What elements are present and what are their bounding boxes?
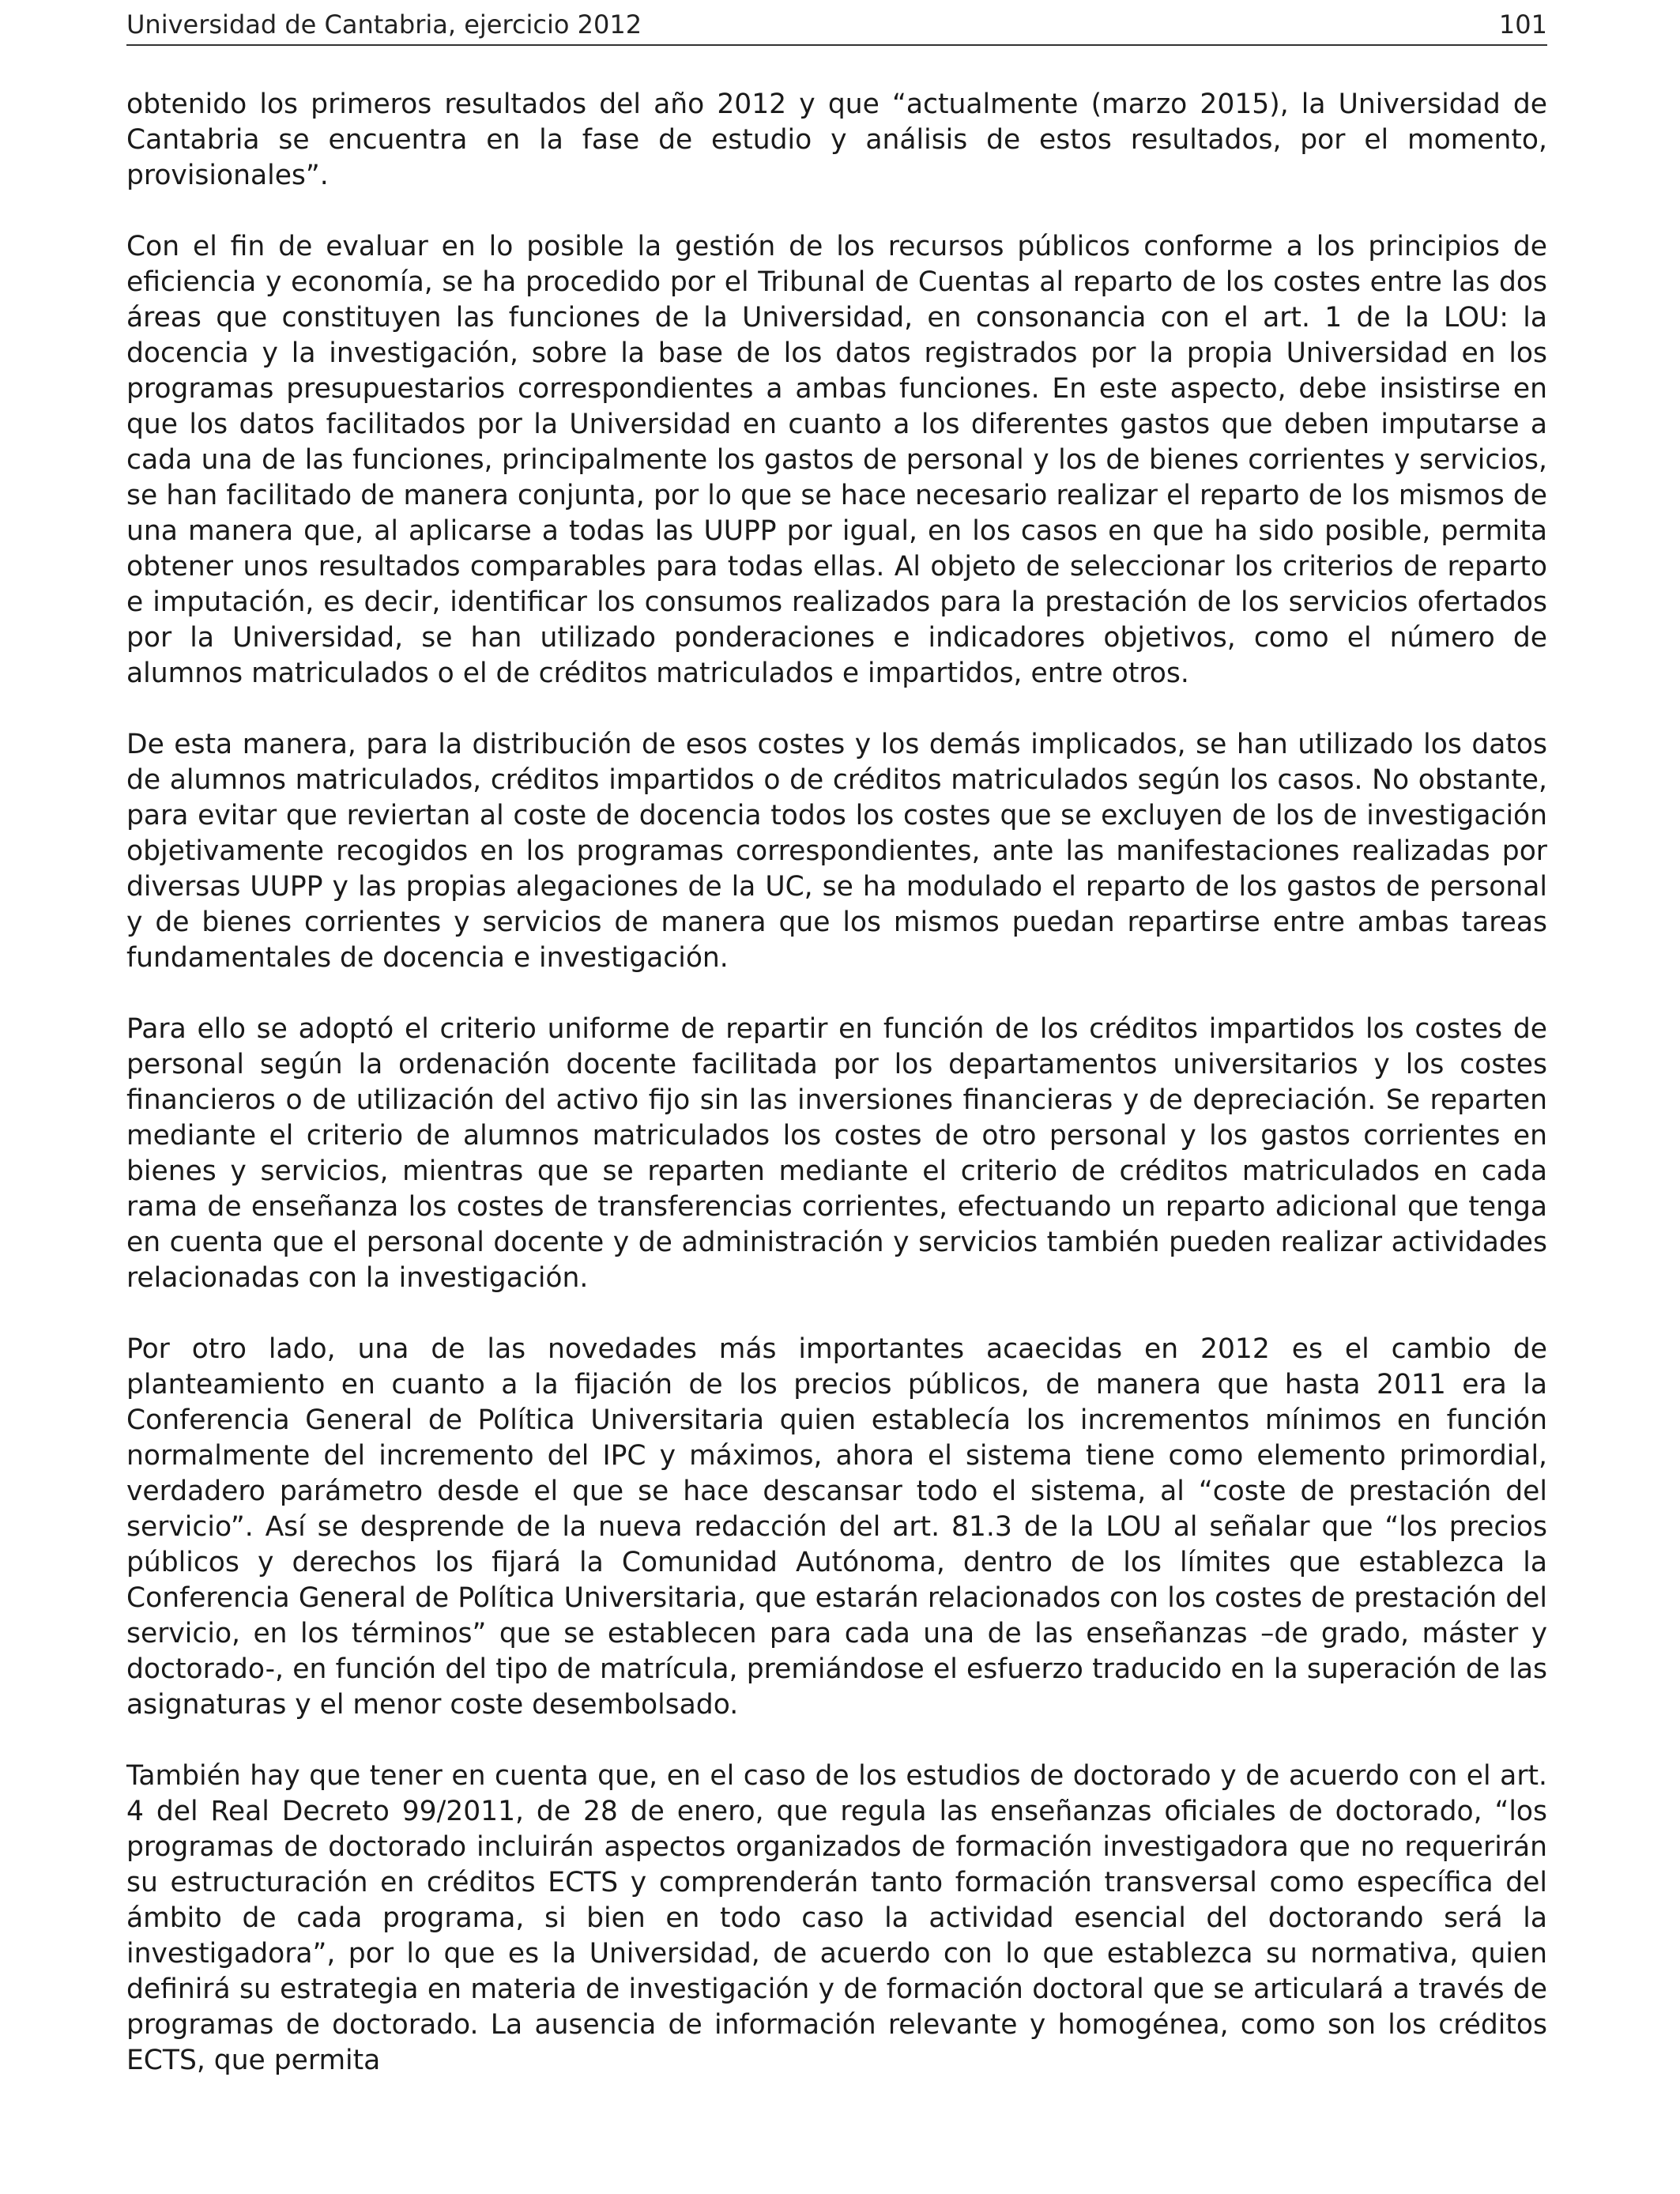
document-page — [126, 0, 1547, 2194]
page-number: 101 — [1498, 9, 1547, 40]
page-header — [126, 5, 1547, 46]
paragraph: De esta manera, para la distribución de esos costes y los demás implicados, se han utilizado los datos de alumnos matriculados, créditos impartidos o de créditos matriculados según los casos. No obstante, para evitar que reviertan al coste de docencia todos los costes que se excluyen de los de investigación objetivamente recogidos en los programas correspondientes, ante las manifestaciones realizadas por diversas UUPP y las propias alegaciones de la UC, se ha modulado el reparto de los gastos de personal y de bienes corrientes y servicios de manera que los mismos puedan repartirse entre ambas tareas fundamentales de docencia e investigación. — [126, 729, 1547, 974]
paragraph: Con el fin de evaluar en lo posible la gestión de los recursos públicos conforme a los principios de eficiencia y economía, se ha procedido por el Tribunal de Cuentas al reparto de los costes entre las dos áreas que constituyen las funciones de la Universidad, en consonancia con el art. 1 de la LOU: la docencia y la investigación, sobre la base de los datos registrados por la propia Universidad en los programas presupuestarios correspondientes a ambas funciones. En este aspecto, debe insistirse en que los datos facilitados por la Universidad en cuanto a los diferentes gastos que deben imputarse a cada una de las funciones, principalmente los gastos de personal y los de bienes corrientes y servicios, se han facilitado de manera conjunta, por lo que se hace necesario realizar el reparto de los mismos de una manera que, al aplicarse a todas las UUPP por igual, en los casos en que ha sido posible, permita obtener unos resultados comparables para todas ellas. Al objeto de seleccionar los criterios de reparto e imputación, es decir, identificar los consumos realizados para la prestación de los servicios ofertados por la Universidad, se han utilizado ponderaciones e indicadores objetivos, como el número de alumnos matriculados o el de créditos matriculados e impartidos, entre otros. — [126, 231, 1547, 689]
paragraph: obtenido los primeros resultados del año 2012 y que “actualmente (marzo 2015), la Universidad de Cantabria se encuentra en la fase de estudio y análisis de estos resultados, por el momento, provisionales”. — [126, 89, 1547, 191]
paragraph: También hay que tener en cuenta que, en el caso de los estudios de doctorado y de acuerdo con el art. 4 del Real Decreto 99/2011, de 28 de enero, que regula las enseñanzas oficiales de doctorado, “los programas de doctorado incluirán aspectos organizados de formación investigadora que no requerirán su estructuración en créditos ECTS y comprenderán tanto formación transversal como específica del ámbito de cada programa, si bien en todo caso la actividad esencial del doctorando será la investigadora”, por lo que es la Universidad, de acuerdo con lo que establezca su normativa, quien definirá su estrategia en materia de investigación y de formación doctoral que se articulará a través de programas de doctorado. La ausencia de información relevante y homogénea, como son los créditos ECTS, que permita — [126, 1760, 1547, 2076]
paragraph: Por otro lado, una de las novedades más importantes acaecidas en 2012 es el cambio de planteamiento en cuanto a la fijación de los precios públicos, de manera que hasta 2011 era la Conferencia General de Política Universitaria quien establecía los incrementos mínimos en función normalmente del incremento del IPC y máximos, ahora el sistema tiene como elemento primordial, verdadero parámetro desde el que se hace descansar todo el sistema, al “coste de prestación del servicio”. Así se desprende de la nueva redacción del art. 81.3 de la LOU al señalar que “los precios públicos y derechos los fijará la Comunidad Autónoma, dentro de los límites que establezca la Conferencia General de Política Universitaria, que estarán relacionados con los costes de prestación del servicio, en los términos” que se establecen para cada una de las enseñanzas –de grado, máster y doctorado-, en función del tipo de matrícula, premiándose el esfuerzo traducido en la superación de las asignaturas y el menor coste desembolsado. — [126, 1333, 1547, 1721]
header-title: Universidad de Cantabria, ejercicio 2012 — [126, 9, 642, 40]
paragraph: Para ello se adoptó el criterio uniforme de repartir en función de los créditos impartidos los costes de personal según la ordenación docente facilitada por los departamentos universitarios y los costes financieros o de utilización del activo fijo sin las inversiones financieras y de depreciación. Se reparten mediante el criterio de alumnos matriculados los costes de otro personal y los gastos corrientes en bienes y servicios, mientras que se reparten mediante el criterio de créditos matriculados en cada rama de enseñanza los costes de transferencias corrientes, efectuando un reparto adicional que tenga en cuenta que el personal docente y de administración y servicios también pueden realizar actividades relacionadas con la investigación. — [126, 1013, 1547, 1294]
document-body — [126, 87, 1547, 2079]
